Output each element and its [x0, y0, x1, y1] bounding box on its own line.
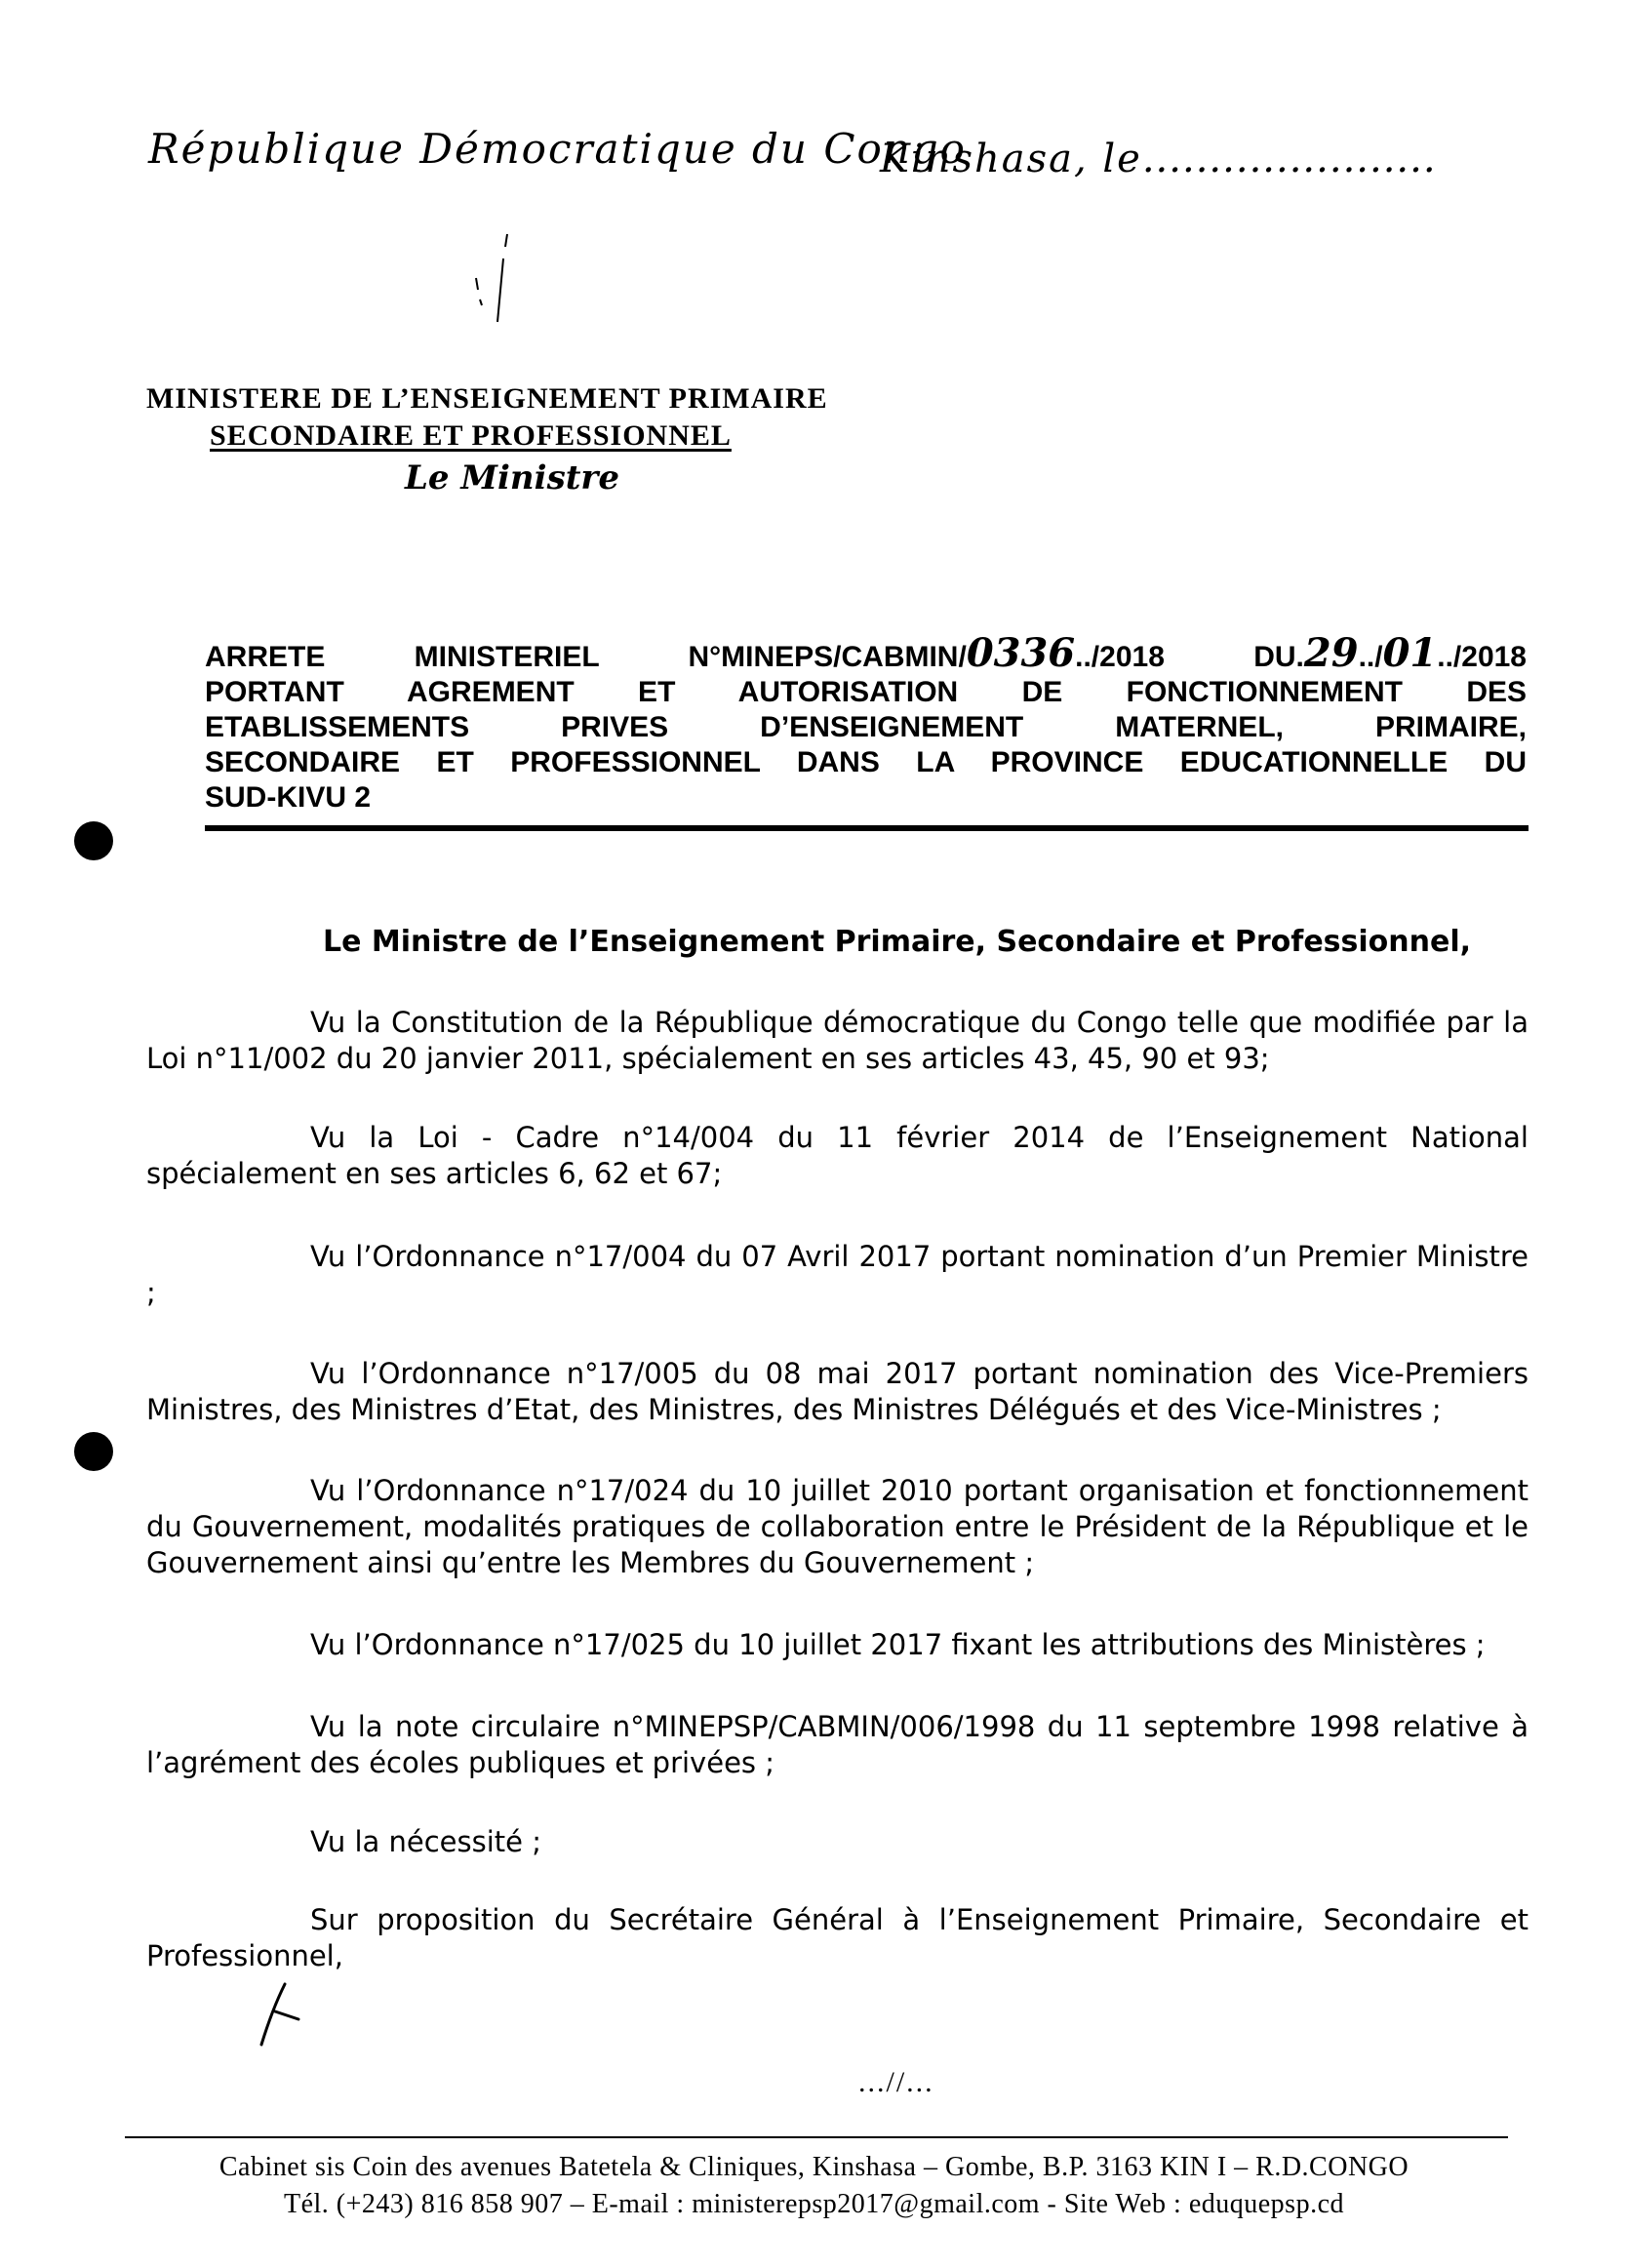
- decree-word-arrete: ARRETE: [205, 641, 326, 673]
- paragraph-ordonnance-17-005: Vu l’Ordonnance n°17/005 du 08 mai 2017 portant nomination des Vice-Premiers Ministres, des Ministres d’Etat, des Ministres, des Ministres Délégués et des Vice-Ministres ;: [146, 1357, 1529, 1426]
- body-title: Le Ministre de l’Enseignement Primaire, Secondaire et Professionnel,: [322, 925, 1472, 959]
- paragraph-constitution: Vu la Constitution de la République démocratique du Congo telle que modifiée par la Loi n°11/002 du 20 janvier 2011, spécialement en ses articles 43, 45, 90 et 93;: [146, 1006, 1529, 1075]
- page-continuation: ...//...: [858, 2066, 934, 2098]
- decree-underline: [205, 825, 1529, 831]
- place-date-dots: ......................: [1141, 137, 1437, 181]
- decree-number-line: [205, 630, 1527, 676]
- decree-number: N°MINEPS/CABMIN/0336../2018: [688, 630, 1165, 676]
- paragraph-ordonnance-17-024: Vu l’Ordonnance n°17/024 du 10 juillet 2010 portant organisation et fonctionnement du Gouvernement, modalités pratiques de collaboration entre le Président de la République et le Gouvernement ainsi qu’entre les Membres du Gouvernement ;: [146, 1474, 1529, 1579]
- place-date-label: Kinshasa, le: [880, 137, 1142, 181]
- footer-rule: [125, 2136, 1508, 2138]
- ministry-name-line1: MINISTERE DE L’ENSEIGNEMENT PRIMAIRE: [146, 382, 828, 415]
- decree-date: DU.29../01../2018: [1253, 630, 1527, 676]
- paragraph-note-circulaire: Vu la note circulaire n°MINEPSP/CABMIN/006/1998 du 11 septembre 1998 relative à l’agrément des écoles publiques et privées ;: [146, 1710, 1529, 1779]
- decree-month-handwritten: 01: [1382, 630, 1438, 676]
- footer-contact: Tél. (+243) 816 858 907 – E-mail : ministerepsp2017@gmail.com - Site Web : eduquepsp.cd: [283, 2189, 1345, 2219]
- paragraph-necessite: Vu la nécessité ;: [310, 1825, 541, 1858]
- punch-hole-top: [74, 821, 113, 860]
- decree-title-line2: PORTANT AGREMENT ET AUTORISATION DE FONCTIONNEMENT DES: [205, 676, 1527, 708]
- decree-heading: [205, 630, 1527, 816]
- decree-title-line4: SECONDAIRE ET PROFESSIONNEL DANS LA PROVINCE EDUCATIONNELLE DU: [205, 746, 1527, 778]
- initials-mark: [468, 229, 527, 327]
- decree-title-line3: ETABLISSEMENTS PRIVES D’ENSEIGNEMENT MATERNEL, PRIMAIRE,: [205, 711, 1527, 743]
- decree-day-handwritten: 29: [1303, 630, 1359, 676]
- decree-number-handwritten: 0336: [966, 630, 1076, 676]
- minister-label: Le Ministre: [405, 458, 619, 497]
- footer-address: Cabinet sis Coin des avenues Batetela & Cliniques, Kinshasa – Gombe, B.P. 3163 KIN I – R.D.CONGO: [218, 2152, 1410, 2182]
- paragraph-ordonnance-17-004: Vu l’Ordonnance n°17/004 du 07 Avril 2017 portant nomination d’un Premier Ministre ;: [146, 1240, 1529, 1309]
- place-date: [880, 137, 1437, 181]
- country-heading: République Démocratique du Congo: [148, 125, 967, 173]
- decree-word-ministeriel: MINISTERIEL: [414, 641, 600, 673]
- ministry-name-line2: SECONDAIRE ET PROFESSIONNEL: [210, 419, 732, 452]
- paragraph-proposition: Sur proposition du Secrétaire Général à l’Enseignement Primaire, Secondaire et Professionnel,: [146, 1903, 1529, 1972]
- paragraph-loi-cadre: Vu la Loi - Cadre n°14/004 du 11 février 2014 de l’Enseignement National spécialement en ses articles 6, 62 et 67;: [146, 1121, 1529, 1190]
- initials-signature: [256, 1980, 304, 2049]
- decree-title-line5: SUD-KIVU 2: [205, 781, 372, 814]
- punch-hole-bottom: [74, 1432, 113, 1471]
- paragraph-ordonnance-17-025: Vu l’Ordonnance n°17/025 du 10 juillet 2017 fixant les attributions des Ministères ;: [310, 1628, 1486, 1661]
